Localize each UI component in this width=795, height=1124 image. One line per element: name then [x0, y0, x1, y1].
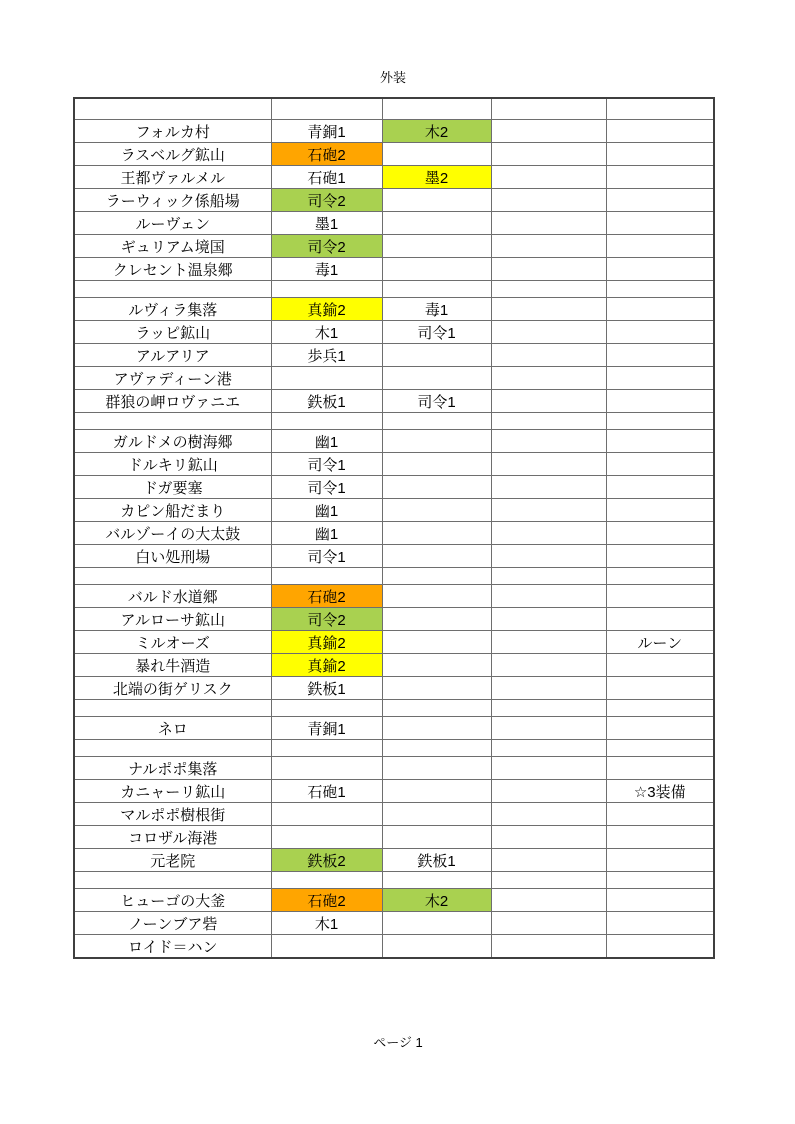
note-cell: [606, 700, 714, 717]
location-cell: マルポポ樹根街: [74, 803, 271, 826]
table-row: [74, 849, 714, 872]
table-row: [74, 499, 714, 522]
slot2-cell: [382, 344, 491, 367]
slot1-cell: [271, 568, 382, 585]
slot3-cell: [491, 889, 606, 912]
slot2-cell: [382, 631, 491, 654]
slot2-cell: [382, 545, 491, 568]
slot3-cell: [491, 143, 606, 166]
note-cell: [606, 717, 714, 740]
slot1-cell: 墨1: [271, 212, 382, 235]
note-cell: [606, 849, 714, 872]
table-row: [74, 212, 714, 235]
slot3-cell: [491, 453, 606, 476]
slot1-cell: 鉄板1: [271, 390, 382, 413]
slot1-cell: 幽1: [271, 499, 382, 522]
separator-row: [74, 281, 714, 298]
slot2-cell: [382, 700, 491, 717]
location-cell: ドルキリ鉱山: [74, 453, 271, 476]
slot3-cell: [491, 935, 606, 959]
location-cell: 白い処刑場: [74, 545, 271, 568]
table-row: [74, 390, 714, 413]
location-cell: アルローサ鉱山: [74, 608, 271, 631]
note-cell: [606, 413, 714, 430]
slot2-cell: [382, 98, 491, 120]
location-cell: ラーウィック係船場: [74, 189, 271, 212]
note-cell: ☆3装備: [606, 780, 714, 803]
note-cell: [606, 321, 714, 344]
table-row: [74, 757, 714, 780]
slot2-cell: [382, 608, 491, 631]
slot1-cell: 司令2: [271, 235, 382, 258]
note-cell: [606, 367, 714, 390]
note-cell: [606, 430, 714, 453]
note-cell: [606, 757, 714, 780]
slot3-cell: [491, 849, 606, 872]
table-row: [74, 677, 714, 700]
slot1-cell: [271, 872, 382, 889]
note-cell: [606, 453, 714, 476]
slot1-cell: 青銅1: [271, 717, 382, 740]
location-cell: ドガ要塞: [74, 476, 271, 499]
slot3-cell: [491, 608, 606, 631]
slot1-cell: [271, 826, 382, 849]
note-cell: [606, 826, 714, 849]
note-cell: [606, 476, 714, 499]
table-row: [74, 717, 714, 740]
slot2-cell: 墨2: [382, 166, 491, 189]
location-cell: 北端の街ゲリスク: [74, 677, 271, 700]
note-cell: [606, 912, 714, 935]
note-cell: [606, 585, 714, 608]
slot1-cell: 石砲2: [271, 143, 382, 166]
header-row: [74, 98, 714, 120]
location-cell: ガルドメの樹海郷: [74, 430, 271, 453]
page-title: 外装: [379, 70, 406, 85]
slot1-cell: [271, 98, 382, 120]
location-cell: [74, 872, 271, 889]
note-cell: [606, 740, 714, 757]
note-cell: [606, 522, 714, 545]
location-cell: 暴れ牛酒造: [74, 654, 271, 677]
slot3-cell: [491, 872, 606, 889]
location-cell: [74, 568, 271, 585]
slot2-cell: [382, 654, 491, 677]
table-row: [74, 453, 714, 476]
slot1-cell: 司令1: [271, 476, 382, 499]
slot2-cell: [382, 453, 491, 476]
slot2-cell: 木2: [382, 889, 491, 912]
note-cell: [606, 935, 714, 959]
location-cell: ロイド＝ハン: [74, 935, 271, 959]
note-cell: [606, 298, 714, 321]
slot1-cell: 司令2: [271, 608, 382, 631]
note-cell: [606, 677, 714, 700]
location-cell: コロザル海港: [74, 826, 271, 849]
table-row: [74, 654, 714, 677]
slot1-cell: [271, 935, 382, 959]
slot3-cell: [491, 757, 606, 780]
slot3-cell: [491, 717, 606, 740]
note-cell: [606, 281, 714, 298]
table-row: [74, 166, 714, 189]
note-cell: [606, 344, 714, 367]
location-cell: ルーヴェン: [74, 212, 271, 235]
slot1-cell: [271, 367, 382, 390]
location-cell: ギュリアム境国: [74, 235, 271, 258]
location-cell: バルゾーイの大太鼓: [74, 522, 271, 545]
location-cell: ミルオーズ: [74, 631, 271, 654]
slot2-cell: [382, 212, 491, 235]
slot1-cell: 真鍮2: [271, 298, 382, 321]
table-row: [74, 235, 714, 258]
slot2-cell: [382, 872, 491, 889]
slot2-cell: [382, 585, 491, 608]
note-cell: [606, 545, 714, 568]
slot1-cell: [271, 740, 382, 757]
note-cell: [606, 390, 714, 413]
slot2-cell: [382, 476, 491, 499]
slot2-cell: [382, 780, 491, 803]
equipment-table: [73, 97, 715, 959]
slot2-cell: [382, 413, 491, 430]
table-row: [74, 889, 714, 912]
slot3-cell: [491, 430, 606, 453]
slot1-cell: 幽1: [271, 430, 382, 453]
slot3-cell: [491, 321, 606, 344]
location-cell: ラスベルグ鉱山: [74, 143, 271, 166]
slot1-cell: 司令1: [271, 545, 382, 568]
table-row: [74, 430, 714, 453]
slot2-cell: [382, 677, 491, 700]
table-row: [74, 780, 714, 803]
slot1-cell: 鉄板1: [271, 677, 382, 700]
table-row: [74, 522, 714, 545]
note-cell: [606, 608, 714, 631]
note-cell: [606, 189, 714, 212]
slot3-cell: [491, 803, 606, 826]
location-cell: クレセント温泉郷: [74, 258, 271, 281]
separator-row: [74, 413, 714, 430]
slot3-cell: [491, 344, 606, 367]
location-cell: 群狼の岬ロヴァニエ: [74, 390, 271, 413]
separator-row: [74, 872, 714, 889]
table-row: [74, 344, 714, 367]
location-cell: ネロ: [74, 717, 271, 740]
slot3-cell: [491, 568, 606, 585]
table-row: [74, 189, 714, 212]
slot2-cell: 司令1: [382, 321, 491, 344]
location-cell: ラッピ鉱山: [74, 321, 271, 344]
slot1-cell: 青銅1: [271, 120, 382, 143]
slot2-cell: [382, 235, 491, 258]
slot1-cell: 石砲2: [271, 889, 382, 912]
slot2-cell: [382, 740, 491, 757]
slot3-cell: [491, 212, 606, 235]
slot3-cell: [491, 189, 606, 212]
slot1-cell: [271, 757, 382, 780]
slot1-cell: 司令1: [271, 453, 382, 476]
location-cell: ルヴィラ集落: [74, 298, 271, 321]
slot3-cell: [491, 235, 606, 258]
slot3-cell: [491, 499, 606, 522]
note-cell: [606, 212, 714, 235]
slot3-cell: [491, 700, 606, 717]
slot1-cell: 歩兵1: [271, 344, 382, 367]
slot3-cell: [491, 654, 606, 677]
slot1-cell: [271, 281, 382, 298]
slot3-cell: [491, 367, 606, 390]
slot3-cell: [491, 677, 606, 700]
slot2-cell: [382, 568, 491, 585]
slot2-cell: [382, 143, 491, 166]
slot1-cell: [271, 413, 382, 430]
slot3-cell: [491, 780, 606, 803]
slot3-cell: [491, 258, 606, 281]
table-row: [74, 545, 714, 568]
note-cell: [606, 166, 714, 189]
slot1-cell: 司令2: [271, 189, 382, 212]
slot2-cell: [382, 522, 491, 545]
slot2-cell: [382, 717, 491, 740]
slot1-cell: 木1: [271, 321, 382, 344]
note-cell: [606, 235, 714, 258]
slot1-cell: 真鍮2: [271, 654, 382, 677]
note-cell: [606, 98, 714, 120]
slot1-cell: 真鍮2: [271, 631, 382, 654]
table-row: [74, 912, 714, 935]
table-row: [74, 120, 714, 143]
table-row: [74, 258, 714, 281]
slot2-cell: [382, 803, 491, 826]
separator-row: [74, 700, 714, 717]
separator-row: [74, 740, 714, 757]
location-cell: アルアリア: [74, 344, 271, 367]
slot2-cell: 司令1: [382, 390, 491, 413]
note-cell: [606, 654, 714, 677]
slot1-cell: [271, 803, 382, 826]
note-cell: [606, 568, 714, 585]
slot3-cell: [491, 281, 606, 298]
table-row: [74, 826, 714, 849]
slot1-cell: 石砲2: [271, 585, 382, 608]
slot3-cell: [491, 522, 606, 545]
slot2-cell: [382, 757, 491, 780]
location-cell: 王都ヴァルメル: [74, 166, 271, 189]
slot1-cell: 木1: [271, 912, 382, 935]
note-cell: [606, 120, 714, 143]
equipment-table-body: [74, 98, 714, 958]
slot2-cell: [382, 935, 491, 959]
slot2-cell: [382, 826, 491, 849]
slot3-cell: [491, 631, 606, 654]
location-cell: バルド水道郷: [74, 585, 271, 608]
table-row: [74, 803, 714, 826]
location-cell: 元老院: [74, 849, 271, 872]
note-cell: [606, 499, 714, 522]
location-cell: [74, 98, 271, 120]
note-cell: ルーン: [606, 631, 714, 654]
slot2-cell: [382, 281, 491, 298]
location-cell: ヒューゴの大釜: [74, 889, 271, 912]
note-cell: [606, 258, 714, 281]
slot2-cell: [382, 367, 491, 390]
slot2-cell: 鉄板1: [382, 849, 491, 872]
table-row: [74, 935, 714, 959]
separator-row: [74, 568, 714, 585]
slot3-cell: [491, 98, 606, 120]
slot1-cell: 幽1: [271, 522, 382, 545]
slot2-cell: [382, 912, 491, 935]
location-cell: [74, 281, 271, 298]
table-row: [74, 476, 714, 499]
location-cell: アヴァディーン港: [74, 367, 271, 390]
table-row: [74, 585, 714, 608]
table-row: [74, 298, 714, 321]
slot3-cell: [491, 912, 606, 935]
slot3-cell: [491, 298, 606, 321]
slot3-cell: [491, 826, 606, 849]
table-row: [74, 608, 714, 631]
location-cell: ナルポポ集落: [74, 757, 271, 780]
note-cell: [606, 803, 714, 826]
slot2-cell: 毒1: [382, 298, 491, 321]
slot1-cell: 石砲1: [271, 780, 382, 803]
slot3-cell: [491, 740, 606, 757]
location-cell: ノーンブア砦: [74, 912, 271, 935]
note-cell: [606, 872, 714, 889]
location-cell: カピン船だまり: [74, 499, 271, 522]
location-cell: [74, 740, 271, 757]
slot3-cell: [491, 120, 606, 143]
table-row: [74, 367, 714, 390]
slot1-cell: 石砲1: [271, 166, 382, 189]
slot1-cell: 鉄板2: [271, 849, 382, 872]
slot2-cell: [382, 258, 491, 281]
slot3-cell: [491, 413, 606, 430]
location-cell: [74, 700, 271, 717]
slot2-cell: [382, 430, 491, 453]
location-cell: カニャーリ鉱山: [74, 780, 271, 803]
table-row: [74, 321, 714, 344]
page-number: ページ 1: [373, 1035, 423, 1050]
slot3-cell: [491, 476, 606, 499]
slot3-cell: [491, 166, 606, 189]
note-cell: [606, 143, 714, 166]
slot2-cell: 木2: [382, 120, 491, 143]
location-cell: フォルカ村: [74, 120, 271, 143]
table-row: [74, 143, 714, 166]
slot1-cell: [271, 700, 382, 717]
slot3-cell: [491, 390, 606, 413]
slot1-cell: 毒1: [271, 258, 382, 281]
table-row: [74, 631, 714, 654]
slot3-cell: [491, 585, 606, 608]
slot2-cell: [382, 189, 491, 212]
note-cell: [606, 889, 714, 912]
slot2-cell: [382, 499, 491, 522]
location-cell: [74, 413, 271, 430]
slot3-cell: [491, 545, 606, 568]
